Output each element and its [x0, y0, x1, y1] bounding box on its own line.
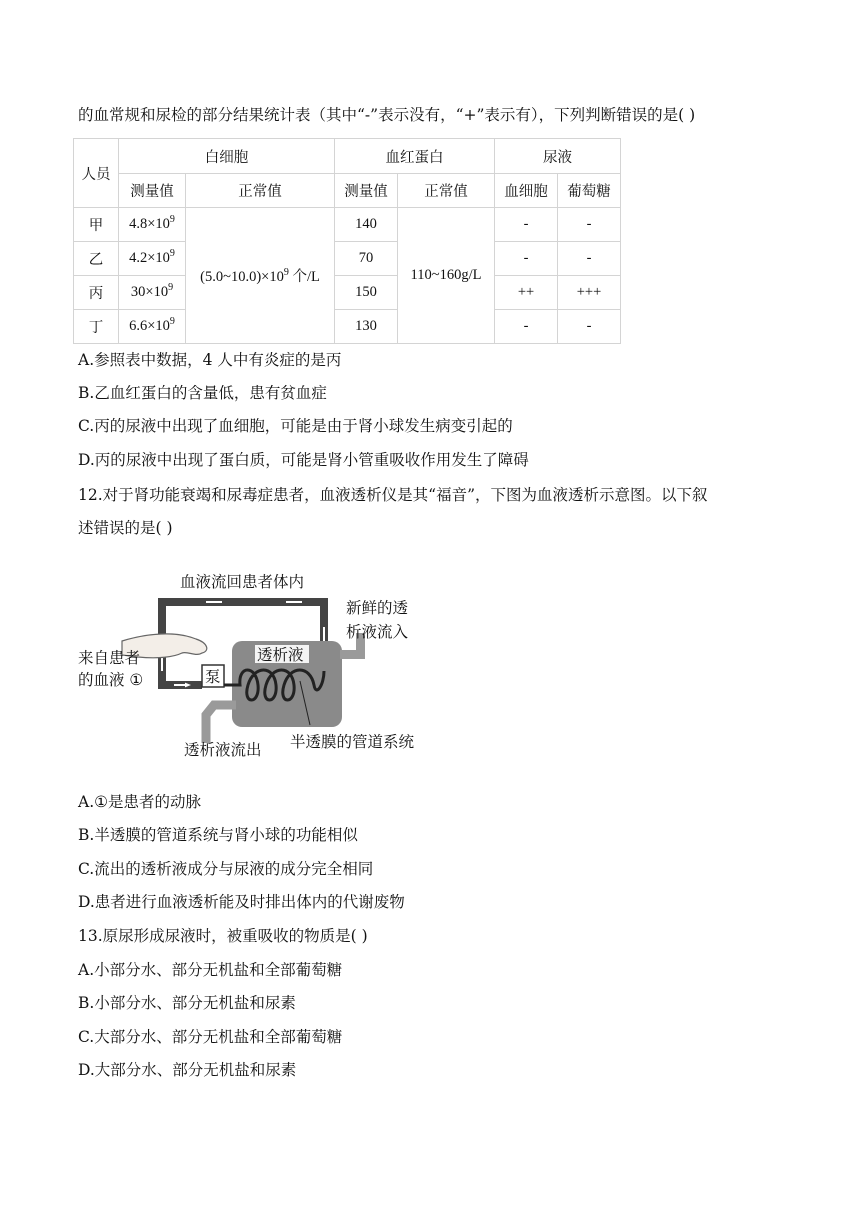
header-wbc-measured: 测量值 [119, 174, 186, 208]
row-person: 丁 [74, 310, 119, 344]
outflow-label: 透析液流出 [184, 741, 262, 759]
q12-option-c: C.流出的透析液成分与尿液的成分完全相同 [78, 860, 374, 878]
dialysate-outflow-pipe [206, 705, 236, 743]
row-urine-bloodcell: - [495, 208, 558, 242]
header-hb-normal: 正常值 [398, 174, 495, 208]
table-row [74, 276, 621, 310]
membrane-label: 半透膜的管道系统 [290, 733, 415, 751]
wbc-normal-range: $(5.0\sim 10.0)\times 10^9$ 个/L [186, 208, 335, 344]
header-urine: 尿液 [495, 139, 621, 174]
header-hemoglobin: 血红蛋白 [335, 139, 495, 174]
q13-option-b: B.小部分水、部分无机盐和尿素 [78, 994, 296, 1012]
row-urine-glucose: +++ [558, 276, 621, 310]
return-label: 血液流回患者体内 [180, 573, 305, 591]
q12-option-a: A.①是患者的动脉 [78, 793, 202, 811]
row-urine-glucose: - [558, 242, 621, 276]
q13-stem: 13.原尿形成尿液时，被重吸收的物质是( ) [78, 927, 368, 945]
q11-option-c: C.丙的尿液中出现了血细胞，可能是由于肾小球发生病变引起的 [78, 417, 513, 435]
header-urine-glucose: 葡萄糖 [558, 174, 621, 208]
row-wbc: $4.2\times 10^9$ [119, 242, 186, 276]
pump-label: 泵 [205, 668, 221, 686]
row-hemoglobin: 140 [335, 208, 398, 242]
row-hemoglobin: 130 [335, 310, 398, 344]
row-hemoglobin: 150 [335, 276, 398, 310]
q11-option-d: D.丙的尿液中出现了蛋白质，可能是肾小管重吸收作用发生了障碍 [78, 451, 529, 469]
table-row [74, 242, 621, 276]
row-wbc: $30\times 10^9$ [119, 276, 186, 310]
row-person: 甲 [74, 208, 119, 242]
header-person: 人员 [74, 139, 119, 208]
row-urine-glucose: - [558, 310, 621, 344]
table-row [74, 208, 621, 242]
q12-stem-line1: 12.对于肾功能衰竭和尿毒症患者，血液透析仪是其“福音”，下图为血液透析示意图。以下叙 [78, 486, 708, 504]
q12-option-b: B.半透膜的管道系统与肾小球的功能相似 [78, 826, 358, 844]
row-person: 丙 [74, 276, 119, 310]
hb-normal-range: 110~160g/L [398, 208, 495, 344]
fresh-label-1: 新鲜的透 [346, 599, 409, 617]
row-urine-glucose: - [558, 208, 621, 242]
q13-option-a: A.小部分水、部分无机盐和全部葡萄糖 [78, 961, 343, 979]
dialysate-label: 透析液 [257, 646, 304, 664]
header-hb-measured: 测量值 [335, 174, 398, 208]
q11-option-a: A.参照表中数据，4 人中有炎症的是丙 [78, 351, 342, 369]
dialysis-diagram [78, 565, 428, 765]
q11-option-b: B.乙血红蛋白的含量低，患有贫血症 [78, 384, 327, 402]
q13-option-d: D.大部分水、部分无机盐和尿素 [78, 1061, 297, 1079]
header-urine-bloodcell: 血细胞 [495, 174, 558, 208]
q11-stem-tail: 的血常规和尿检的部分结果统计表（其中“-”表示没有，“+”表示有），下列判断错误的是( ) [78, 106, 696, 124]
q12-stem-line2: 述错误的是( ) [78, 519, 173, 537]
from-patient-label-2: 的血液 ① [78, 671, 144, 689]
row-hemoglobin: 70 [335, 242, 398, 276]
row-wbc: $4.8\times 10^9$ [119, 208, 186, 242]
fresh-label-2: 析液流入 [346, 623, 409, 641]
row-wbc: $6.6\times 10^9$ [119, 310, 186, 344]
header-wbc: 白细胞 [119, 139, 335, 174]
table-row [74, 310, 621, 344]
q13-option-c: C.大部分水、部分无机盐和全部葡萄糖 [78, 1028, 343, 1046]
row-person: 乙 [74, 242, 119, 276]
from-patient-label-1: 来自患者 [78, 649, 141, 667]
row-urine-bloodcell: ++ [495, 276, 558, 310]
results-table [73, 138, 621, 344]
q12-option-d: D.患者进行血液透析能及时排出体内的代谢废物 [78, 893, 405, 911]
row-urine-bloodcell: - [495, 242, 558, 276]
row-urine-bloodcell: - [495, 310, 558, 344]
header-wbc-normal: 正常值 [186, 174, 335, 208]
